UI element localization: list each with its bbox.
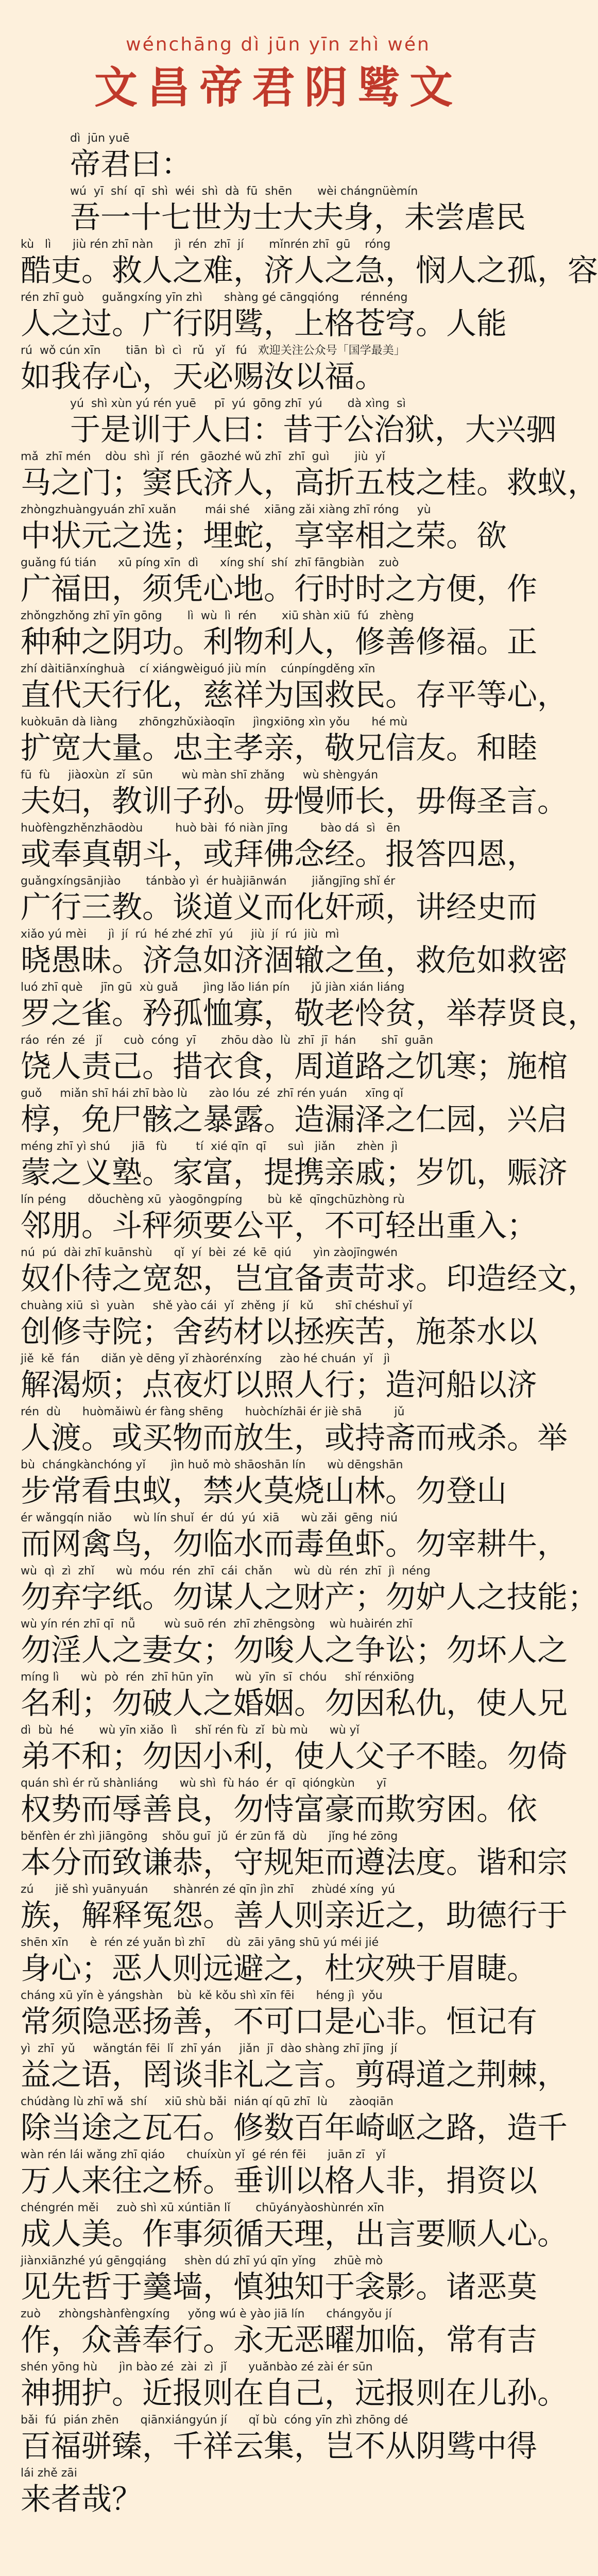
pinyin-annotation: wú yī shí qī shì wéi shì dà fū shēn wèi chángnüèmín — [70, 185, 418, 198]
chinese-text: 而网禽鸟，勿临水而毒鱼虾。勿宰耕牛， — [21, 1526, 568, 1562]
chinese-text: 人渡。或买物而放生，或持斋而戒杀。举 — [21, 1420, 568, 1455]
pinyin-annotation: rú wǒ cún xīn tiān bì cì rǔ yǐ fú 欢迎关注公众号「国学最美」 — [21, 344, 405, 357]
text-line — [21, 342, 536, 395]
text-line — [21, 1456, 536, 1510]
page-title: 文昌帝君阴骘文 — [94, 62, 462, 113]
chinese-text: 罗之雀。矜孤恤寡，敬老怜贫，举荐贤良， — [21, 995, 598, 1031]
text-line — [21, 1563, 598, 1616]
chinese-text: 奴仆待之宽恕，岂宜备责苛求。印造经文， — [21, 1261, 598, 1296]
pinyin-annotation: dì jūn yuē — [70, 132, 130, 145]
text-line — [21, 767, 568, 820]
text-line — [21, 1191, 536, 1244]
pinyin-annotation: shēn xīn è rén zé yuǎn bì zhī dù zāi yāng shū yú méi jié — [21, 1936, 379, 1949]
pinyin-annotation: zú jiě shì yuānyuán shànrén zé qīn jìn zhī zhùdé xíng yú — [21, 1883, 396, 1896]
pinyin-annotation: dì bù hé wù yīn xiǎo lì shǐ rén fù zǐ bù mù wù yǐ — [21, 1724, 360, 1737]
text-line — [21, 1775, 536, 1828]
text-line — [21, 289, 536, 342]
text-line — [21, 236, 598, 289]
text-line — [21, 660, 568, 714]
chinese-text: 蒙之义塾。家富，提携亲戚；岁饥，赈济 — [21, 1155, 568, 1190]
pinyin-annotation: lái zhě zāi — [21, 2467, 77, 2480]
chinese-text: 饶人责己。措衣食，周道路之饥寒；施棺 — [21, 1048, 568, 1084]
title-pinyin: wénchāng dì jūn yīn zhì wén — [126, 34, 431, 55]
pinyin-annotation: lín péng dǒuchèng xū yàogōngpíng bù kě qīngchūzhòng rù — [21, 1193, 405, 1206]
text-line — [21, 1987, 536, 2040]
pinyin-annotation: cháng xū yǐn è yángshàn bù kě kǒu shì xīn fēi héng jì yǒu — [21, 1989, 383, 2002]
chinese-text: 弟不和；勿因小利，使人父子不睦。勿倚 — [21, 1738, 568, 1774]
chinese-text: 邻朋。斗秤须要公平，不可轻出重入； — [21, 1208, 538, 1243]
pinyin-annotation: nú pú dài zhī kuānshù qǐ yí bèi zé kē qiú yìn zàojīngwén — [21, 1246, 398, 1259]
chinese-text: 如我存心，天必赐汝以福。 — [21, 359, 386, 394]
pinyin-annotation: kuòkuān dà liàng zhōngzhǔxiàoqīn jìngxiōng xìn yǒu hé mù — [21, 716, 408, 728]
text-line — [21, 501, 536, 554]
pinyin-annotation: xiǎo yú mèi jì jí rú hé zhé zhī yú jiù jí rú jiù mì — [21, 928, 339, 941]
chinese-text: 权势而辱善良，勿恃富豪而欺穷困。依 — [21, 1791, 538, 1827]
text-line — [21, 1881, 568, 1934]
chinese-text: 常须隐恶扬善，不可口是心非。恒记有 — [21, 2004, 538, 2039]
chinese-text: 广福田，须凭心地。行时时之方便，作 — [21, 571, 538, 606]
text-line — [21, 1138, 568, 1191]
pinyin-annotation: méng zhī yì shú jiā fù tí xié qīn qī suì jiǎn zhèn jì — [21, 1140, 398, 1153]
pinyin-annotation: wù qì zì zhǐ wù móu rén zhī cái chǎn wù dù rén zhī jì néng — [21, 1565, 431, 1578]
chinese-text: 广行三教。谈道义而化奸顽，讲经史而 — [21, 889, 538, 925]
text-line — [21, 873, 536, 926]
chinese-text: 成人美。作事须循天理，出言要顺人心。 — [21, 2216, 568, 2251]
chinese-text: 身心；恶人则远避之，杜灾殃于眉睫。 — [21, 1951, 538, 1986]
header — [0, 0, 556, 118]
text-line — [21, 1828, 568, 1881]
text-line — [21, 395, 557, 448]
pinyin-annotation: jiànxiānzhé yú gēngqiáng shèn dú zhī yú qīn yǐng zhūè mò — [21, 2255, 383, 2267]
text-line — [21, 1297, 536, 1350]
chinese-text: 勿弃字纸。勿谋人之财产；勿妒人之技能； — [21, 1579, 598, 1615]
pinyin-annotation: guǎng fú tián xū píng xīn dì xíng shí shí zhī fāngbiàn zuò — [21, 556, 399, 569]
text-line — [21, 2359, 568, 2412]
pinyin-annotation: ráo rén zé jǐ cuò cóng yī zhōu dào lù zhī jī hán shī guān — [21, 1034, 434, 1047]
text-line — [21, 130, 536, 183]
chinese-text: 创修寺院；舍药材以拯疾苦，施茶水以 — [21, 1314, 538, 1349]
pinyin-annotation: rén zhī guò guǎngxíng yīn zhì shàng gé cāngqióng rénnéng — [21, 291, 408, 304]
chinese-text: 种种之阴功。利物利人，修善修福。正 — [21, 624, 538, 659]
text-line — [21, 926, 568, 979]
chinese-text: 人之过。广行阴骘，上格苍穹。人能 — [21, 306, 507, 341]
chinese-text: 步常看虫蚁，禁火莫烧山林。勿登山 — [21, 1473, 507, 1509]
pinyin-annotation: jiě kě fán diǎn yè dēng yǐ zhàorénxíng zào hé chuán yǐ jì — [21, 1352, 390, 1365]
text-line — [21, 2093, 568, 2146]
pinyin-annotation: míng lì wù pò rén zhī hūn yīn wù yīn sī chóu shǐ rénxiōng — [21, 1671, 415, 1684]
text-line — [21, 714, 536, 767]
pinyin-annotation: běnfèn ér zhì jiāngōng shǒu guī jǔ ér zūn fǎ dù jǐng hé zōng — [21, 1830, 398, 1843]
text-line — [21, 1350, 536, 1403]
pinyin-annotation: chéngrén měi zuò shì xū xúntiān lǐ chūyányàoshùnrén xīn — [21, 2201, 384, 2214]
pinyin-annotation: shén yōng hù jìn bào zé zài zì jǐ yuǎnbào zé zài ér sūn — [21, 2361, 373, 2374]
pinyin-annotation: rén dù huòmǎiwù ér fàng shēng huòchízhāi ér jiè shā jǔ — [21, 1405, 405, 1418]
text-line — [21, 448, 598, 501]
pinyin-annotation: huòfèngzhěnzhāodòu huò bài fó niàn jīng bào dá sì ēn — [21, 822, 401, 835]
text-line — [21, 554, 536, 607]
chinese-text: 晓愚昧。济急如济涸辙之鱼，救危如救密 — [21, 942, 568, 978]
text-line — [21, 1244, 598, 1297]
pinyin-annotation: guǎngxíngsānjiào tánbào yì ér huàjiānwán jiǎngjīng shǐ ér — [21, 875, 396, 888]
pinyin-annotation: chúdàng lù zhī wǎ shí xiū shù bǎi nián qí qū zhī lù zàoqiān — [21, 2095, 394, 2108]
pinyin-annotation: quán shì ér rǔ shànliáng wù shì fù háo ér qī qióngkùn yī — [21, 1777, 386, 1790]
text-line — [21, 2465, 536, 2518]
text-line — [21, 607, 536, 660]
text-line — [21, 2306, 536, 2359]
chinese-text: 勿淫人之妻女；勿唆人之争讼；勿坏人之 — [21, 1632, 568, 1668]
text-line — [21, 1085, 568, 1138]
pinyin-annotation: zhǒngzhǒng zhī yīn gōng lì wù lì rén xiū shàn xiū fú zhèng — [21, 609, 414, 622]
pinyin-annotation: fū fù jiàoxùn zǐ sūn wù màn shī zhǎng wù shèngyán — [21, 769, 379, 782]
pinyin-annotation: zhí dàitiānxínghuà cí xiángwèiguó jiù mín cúnpíngděng xīn — [21, 663, 375, 675]
chinese-text: 中状元之选；埋蛇，享宰相之荣。欲 — [21, 518, 507, 553]
text-line — [21, 2146, 536, 2199]
chinese-text: 除当途之瓦石。修数百年崎岖之路，造千 — [21, 2110, 568, 2145]
chinese-text: 扩宽大量。忠主孝亲，敬兄信友。和睦 — [21, 730, 538, 766]
chinese-text: 见先哲于羹墙，慎独知于衾影。诸恶莫 — [21, 2269, 538, 2304]
chinese-text: 吾一十七世为士大夫身，未尝虐民 — [70, 199, 526, 235]
pinyin-annotation: luó zhī què jīn gū xù guǎ jìng lǎo lián pín jǔ jiàn xián liáng — [21, 981, 405, 994]
text-line — [21, 1616, 568, 1669]
pinyin-annotation: zuò zhòngshànfèngxíng yǒng wú è yào jiā lín chángyǒu jí — [21, 2308, 392, 2320]
text-line — [21, 183, 536, 236]
text-line — [21, 2412, 536, 2465]
pinyin-annotation: chuàng xiū sì yuàn shě yào cái yǐ zhěng jí kǔ shī chéshuǐ yǐ — [21, 1299, 413, 1312]
chinese-text: 于是训于人曰：昔于公治狱，大兴驷 — [70, 412, 557, 447]
chinese-text: 名利；勿破人之婚姻。勿因私仇，使人兄 — [21, 1685, 568, 1721]
text-line — [21, 1722, 568, 1775]
chinese-text: 直代天行化，慈祥为国救民。存平等心， — [21, 677, 568, 713]
chinese-text: 作，众善奉行。永无恶曜加临，常有吉 — [21, 2322, 538, 2358]
text-line — [21, 2252, 536, 2306]
chinese-text: 椁，免尸骸之暴露。造漏泽之仁园，兴启 — [21, 1101, 568, 1137]
text-line — [21, 1669, 568, 1722]
pinyin-annotation: guǒ miǎn shī hái zhī bào lù zào lóu zé zhī rén yuán xīng qǐ — [21, 1087, 403, 1100]
pinyin-annotation: bù chángkànchóng yǐ jìn huǒ mò shāoshān lín wù dēngshān — [21, 1459, 403, 1471]
text-body — [0, 130, 598, 2518]
chinese-text: 帝君曰： — [70, 146, 192, 182]
pinyin-annotation: wù yín rén zhī qī nǚ wù suō rén zhī zhēngsòng wù huàirén zhī — [21, 1618, 413, 1631]
text-line — [21, 1032, 568, 1085]
text-line — [21, 1510, 568, 1563]
chinese-text: 百福骈臻，千祥云集，岂不从阴骘中得 — [21, 2428, 538, 2464]
pinyin-annotation: bǎi fú pián zhēn qiānxiángyún jí qǐ bù cóng yīn zhì zhōng dé — [21, 2414, 408, 2427]
pinyin-annotation: wàn rén lái wǎng zhī qiáo chuíxùn yǐ gé rén fēi juān zī yǐ — [21, 2148, 386, 2161]
chinese-text: 万人来往之桥。垂训以格人非，捐资以 — [21, 2163, 538, 2198]
text-line — [21, 979, 598, 1032]
pinyin-annotation: yú shì xùn yú rén yuē pī yú gōng zhī yú dà xìng sì — [70, 397, 406, 410]
text-line — [21, 2040, 568, 2093]
text-line — [21, 2199, 568, 2252]
chinese-text: 酷吏。救人之难，济人之急，悯人之孤，容 — [21, 252, 598, 288]
pinyin-annotation: ér wǎngqín niǎo wù lín shuǐ ér dú yú xiā wù zǎi gēng niú — [21, 1512, 398, 1524]
chinese-text: 夫妇，教训子孙。毋慢师长，毋侮圣言。 — [21, 783, 568, 819]
pinyin-annotation: zhòngzhuàngyuán zhī xuǎn mái shé xiāng zǎi xiàng zhī róng yù — [21, 503, 431, 516]
text-line — [21, 820, 536, 873]
pinyin-annotation: yì zhī yǔ wǎngtán fēi lǐ zhī yán jiǎn jī dào shàng zhī jīng jí — [21, 2042, 398, 2055]
chinese-text: 神拥护。近报则在自己，远报则在儿孙。 — [21, 2375, 568, 2411]
chinese-text: 本分而致谦恭，守规矩而遵法度。谐和宗 — [21, 1844, 568, 1880]
text-line — [21, 1934, 536, 1987]
chinese-text: 族，解释冤怨。善人则亲近之，助德行于 — [21, 1897, 568, 1933]
chinese-text: 解渴烦；点夜灯以照人行；造河船以济 — [21, 1367, 538, 1402]
text-line — [21, 1403, 568, 1456]
pinyin-annotation: kù lì jiù rén zhī nàn jì rén zhī jí mǐnrén zhī gū róng — [21, 238, 391, 251]
chinese-text: 马之门；窦氏济人，高折五枝之桂。救蚁， — [21, 465, 598, 500]
chinese-text: 或奉真朝斗，或拜佛念经。报答四恩， — [21, 836, 538, 872]
chinese-text: 来者哉？ — [21, 2481, 143, 2517]
chinese-text: 益之语，罔谈非礼之言。剪碍道之荆棘， — [21, 2057, 568, 2092]
pinyin-annotation: mǎ zhī mén dòu shì jǐ rén gāozhé wǔ zhī zhī guì jiù yǐ — [21, 450, 385, 463]
